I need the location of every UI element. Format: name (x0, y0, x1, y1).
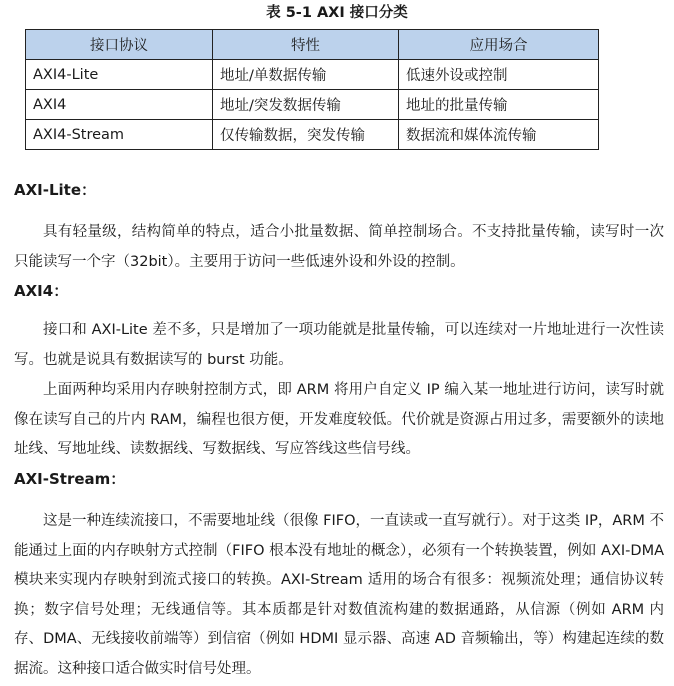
cell-feature: 仅传输数据，突发传输 (213, 120, 399, 150)
cell-protocol: AXI4-Stream (26, 120, 213, 150)
axi4-paragraph-2: 上面两种均采用内存映射控制方式，即 ARM 将用户自定义 IP 编入某一地址进行访问，读写时就像在读写自己的片内 RAM，编程也很方便，开发难度较低。代价就是资源占用过多，需要额外的读地址线、写地址线、读数据线、写数据线、写应答线这些信号线。 (14, 382, 664, 457)
header-protocol: 接口协议 (26, 30, 213, 60)
table-row (26, 120, 599, 150)
cell-application: 数据流和媒体流传输 (399, 120, 599, 150)
cell-feature: 地址/突发数据传输 (213, 90, 399, 120)
axi4-paragraph-1: 接口和 AXI-Lite 差不多，只是增加了一项功能就是批量传输，可以连续对一片地址进行一次性读写。也就是说具有数据读写的 burst 功能。 (14, 322, 664, 368)
axi-lite-heading: AXI-Lite： (14, 181, 97, 199)
cell-feature: 地址/单数据传输 (213, 60, 399, 90)
table-caption: 表 5-1 AXI 接口分类 (266, 5, 408, 21)
axi-interface-table (25, 29, 599, 150)
table-header-row (26, 30, 599, 60)
table-row (26, 60, 599, 90)
axi-stream-paragraph: 这是一种连续流接口，不需要地址线（很像 FIFO，一直读或一直写就行）。对于这类 IP，ARM 不能通过上面的内存映射方式控制（FIFO 根本没有地址的概念），必须有一个转换装置，例如 AXI-DMA 模块来实现内存映射到流式接口的转换。AXI-Stream 适用的场合有很多：视频流处理；通信协议转换；数字信号处理；无线通信等。其本质都是针对数值流构建的数据通路，从信源（例如 ARM 内存、DMA、无线接收前端等）到信宿（例如 HDMI 显示器、高速 AD 音频输出，等）构建起连续的数据流。这种接口适合做实时信号处理。 (14, 513, 664, 677)
axi4-heading: AXI4： (14, 282, 69, 300)
cell-application: 低速外设或控制 (399, 60, 599, 90)
table-row (26, 90, 599, 120)
header-feature: 特性 (213, 30, 399, 60)
header-application: 应用场合 (399, 30, 599, 60)
axi-lite-paragraph: 具有轻量级，结构简单的特点，适合小批量数据、简单控制场合。不支持批量传输，读写时一次只能读写一个字（32bit）。主要用于访问一些低速外设和外设的控制。 (14, 224, 664, 270)
cell-protocol: AXI4-Lite (26, 60, 213, 90)
axi-stream-heading: AXI-Stream： (14, 470, 126, 488)
cell-application: 地址的批量传输 (399, 90, 599, 120)
cell-protocol: AXI4 (26, 90, 213, 120)
